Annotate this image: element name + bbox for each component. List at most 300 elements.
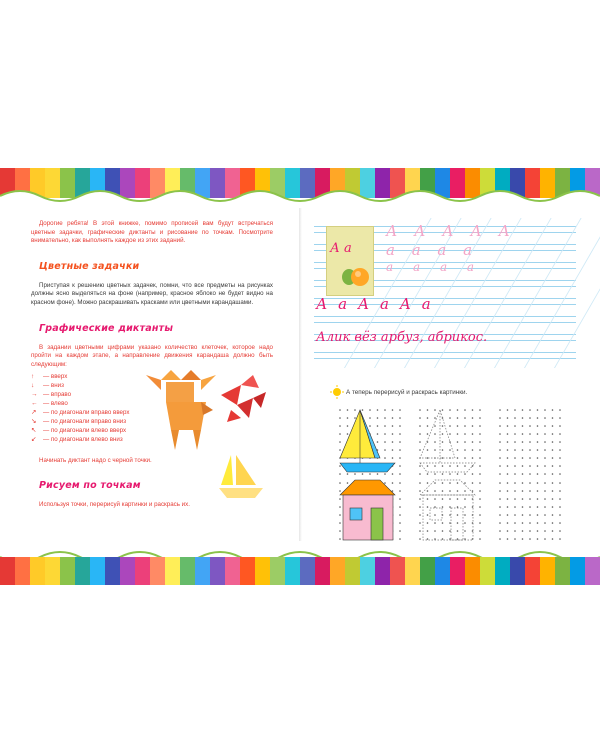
direction-label: — вверх — [43, 373, 68, 381]
grid-dot — [392, 409, 394, 411]
grid-dot — [544, 522, 546, 524]
grid-dot — [514, 490, 516, 492]
grid-dot — [537, 514, 539, 516]
grid-dot — [507, 538, 509, 540]
section-title-dictation: Графические диктанты — [39, 322, 174, 334]
grid-dot — [419, 490, 421, 492]
grid-dot — [499, 465, 501, 467]
copy-row-4: А а А а А а — [316, 295, 434, 313]
grid-dot — [434, 441, 436, 443]
grid-dot — [392, 441, 394, 443]
grid-dot — [552, 514, 554, 516]
grid-dot — [449, 490, 451, 492]
grid-dot — [472, 482, 474, 484]
grid-dot — [427, 417, 429, 419]
grid-dot — [522, 506, 524, 508]
start-note: Начинать диктант надо с черной точки. — [39, 456, 152, 464]
grid-dot — [457, 482, 459, 484]
arrow-down-icon: ↓ — [31, 382, 35, 390]
grid-dot — [434, 506, 436, 508]
stripe — [360, 557, 375, 585]
rainbow-border-bottom — [0, 557, 600, 585]
grid-dot — [347, 473, 349, 475]
grid-dot — [479, 514, 481, 516]
grid-dot — [457, 409, 459, 411]
grid-dot — [339, 530, 341, 532]
stripe — [285, 557, 300, 585]
task-label: А теперь перерисуй и раскрась картинки. — [346, 389, 468, 396]
grid-dot — [419, 498, 421, 500]
grid-dot — [529, 514, 531, 516]
grid-dot — [544, 433, 546, 435]
grid-dot — [552, 417, 554, 419]
grid-dot — [434, 482, 436, 484]
tangram-rooster-icon — [221, 375, 266, 422]
grid-dot — [552, 482, 554, 484]
grid-dot — [522, 498, 524, 500]
grid-dot — [419, 482, 421, 484]
grid-dot — [479, 441, 481, 443]
grid-dot — [479, 433, 481, 435]
grid-dot — [442, 538, 444, 540]
grid-dot — [472, 457, 474, 459]
grid-dot — [552, 409, 554, 411]
arrow-right-icon: → — [31, 391, 38, 399]
letter-card-text: А а — [330, 241, 352, 256]
stripe — [345, 557, 360, 585]
stripe — [330, 557, 345, 585]
grid-dot — [479, 409, 481, 411]
grid-dot — [449, 530, 451, 532]
grid-dot — [457, 425, 459, 427]
grid-dot — [529, 433, 531, 435]
grid-dot — [499, 417, 501, 419]
grid-dot — [377, 473, 379, 475]
apricot-icon — [341, 263, 371, 289]
grid-dot — [392, 417, 394, 419]
grid-dot — [464, 417, 466, 419]
stripe — [315, 557, 330, 585]
grid-dot — [419, 449, 421, 451]
grid-dot — [479, 522, 481, 524]
stripe — [585, 557, 600, 585]
tangram-illustration — [141, 370, 271, 505]
grid-dot — [537, 425, 539, 427]
grid-dot — [427, 465, 429, 467]
grid-dot — [427, 482, 429, 484]
stripe — [465, 557, 480, 585]
stripe — [180, 557, 195, 585]
grid-dot — [442, 490, 444, 492]
grid-dot — [449, 425, 451, 427]
grid-dot — [522, 490, 524, 492]
grid-dot — [399, 514, 401, 516]
grid-dot — [434, 425, 436, 427]
grid-dot — [529, 441, 531, 443]
stripe — [255, 557, 270, 585]
tangram-moose-icon — [146, 370, 216, 450]
grid-dot — [419, 473, 421, 475]
grid-dot — [529, 498, 531, 500]
grid-dot — [537, 506, 539, 508]
grid-dot — [434, 514, 436, 516]
grid-dot — [544, 490, 546, 492]
stripe — [135, 557, 150, 585]
grid-dot — [377, 425, 379, 427]
grid-dot — [522, 417, 524, 419]
grid-dot — [464, 498, 466, 500]
arrow-up-right-icon: ↗ — [31, 408, 37, 416]
stripe — [0, 557, 15, 585]
stripe — [45, 557, 60, 585]
grid-dot — [529, 490, 531, 492]
grid-dot — [522, 482, 524, 484]
grid-dot — [544, 530, 546, 532]
grid-dot — [427, 433, 429, 435]
grid-dot — [339, 417, 341, 419]
grid-dot — [522, 538, 524, 540]
grid-dot — [339, 490, 341, 492]
grid-dot — [449, 506, 451, 508]
grid-dot — [434, 409, 436, 411]
grid-dot — [559, 465, 561, 467]
grid-dot — [464, 449, 466, 451]
grid-dot — [514, 522, 516, 524]
copybook-area — [314, 218, 576, 368]
grid-dot — [559, 457, 561, 459]
grid-dot — [479, 457, 481, 459]
grid-dot — [499, 473, 501, 475]
grid-dot — [427, 506, 429, 508]
grid-dot — [514, 538, 516, 540]
grid-dot — [347, 433, 349, 435]
grid-dot — [434, 530, 436, 532]
grid-dot — [507, 409, 509, 411]
grid-dot — [419, 425, 421, 427]
stripe — [60, 557, 75, 585]
grid-dot — [479, 473, 481, 475]
grid-dot — [559, 490, 561, 492]
grid-dot — [457, 465, 459, 467]
grid-dot — [507, 506, 509, 508]
grid-dot — [442, 441, 444, 443]
grid-dot — [449, 465, 451, 467]
arrow-up-icon: ↑ — [31, 373, 35, 381]
grid-dot — [537, 482, 539, 484]
section-text-dictation: В задании цветными цифрами указано количество клеточек, которое надо пройти на каждом этапе, а направление движения карандаша должно быть следующим: — [31, 343, 273, 368]
copy-row-1: А А А А А — [386, 222, 516, 240]
grid-dot — [384, 482, 386, 484]
grid-dot — [514, 433, 516, 435]
grid-dot — [427, 473, 429, 475]
grid-dot — [434, 473, 436, 475]
grid-dot — [449, 417, 451, 419]
grid-dot — [392, 433, 394, 435]
arrow-left-icon: ← — [31, 400, 38, 408]
grid-dot — [544, 473, 546, 475]
grid-dot — [499, 498, 501, 500]
direction-label: — влево — [43, 400, 68, 408]
grid-dot — [354, 417, 356, 419]
grid-dot — [522, 465, 524, 467]
stripe — [90, 557, 105, 585]
grid-dot — [399, 498, 401, 500]
direction-label: — по диагонали влево вверх — [43, 426, 127, 434]
stripe — [150, 557, 165, 585]
grid-dot — [514, 425, 516, 427]
grid-dot — [377, 441, 379, 443]
grid-dot — [369, 409, 371, 411]
grid-dot — [472, 449, 474, 451]
grid-dot — [552, 473, 554, 475]
grid-dot — [559, 417, 561, 419]
grid-dot — [442, 425, 444, 427]
grid-dot — [464, 457, 466, 459]
grid-dot — [472, 417, 474, 419]
grid-dot — [427, 522, 429, 524]
grid-dot — [537, 433, 539, 435]
intro-text: Дорогие ребята! В этой книжке, помимо прописей вам будут встречаться цветные задачки, графические диктанты и рисование по точкам. Посмотрите внимательно, как выполнять каждое из этих заданий. — [31, 220, 273, 245]
grid-dot — [559, 514, 561, 516]
grid-dot — [537, 465, 539, 467]
grid-dot — [399, 433, 401, 435]
grid-dot — [479, 449, 481, 451]
grid-dot — [464, 441, 466, 443]
grid-dot — [419, 441, 421, 443]
left-page — [31, 220, 273, 510]
grid-dot — [537, 490, 539, 492]
stripe — [15, 557, 30, 585]
grid-dot — [514, 441, 516, 443]
grid-dot — [434, 417, 436, 419]
stripe — [405, 557, 420, 585]
grid-dot — [427, 425, 429, 427]
grid-dot — [399, 522, 401, 524]
grid-dot — [479, 425, 481, 427]
sailboat-icon — [340, 410, 395, 472]
grid-dot — [529, 473, 531, 475]
grid-dot — [457, 522, 459, 524]
grid-dot — [434, 522, 436, 524]
grid-dot — [339, 498, 341, 500]
stripe — [480, 557, 495, 585]
grid-dot — [464, 433, 466, 435]
grid-dot — [537, 417, 539, 419]
grid-dot — [499, 457, 501, 459]
grid-dot — [529, 522, 531, 524]
grid-dot — [384, 473, 386, 475]
grid-dot — [464, 522, 466, 524]
stripe — [210, 557, 225, 585]
grid-dot — [399, 506, 401, 508]
grid-dot — [529, 482, 531, 484]
grid-dot — [552, 538, 554, 540]
grid-dot — [499, 514, 501, 516]
grid-dot — [464, 538, 466, 540]
grid-dot — [522, 514, 524, 516]
grid-dot — [559, 433, 561, 435]
grid-dot — [449, 473, 451, 475]
grid-dot — [544, 482, 546, 484]
grid-dot — [457, 490, 459, 492]
grid-dot — [339, 482, 341, 484]
arrow-down-left-icon: ↙ — [31, 435, 37, 443]
grid-dot — [392, 457, 394, 459]
grid-dot — [522, 409, 524, 411]
grid-dot — [514, 506, 516, 508]
grid-dot — [507, 490, 509, 492]
grid-dot — [544, 425, 546, 427]
grid-dot — [472, 473, 474, 475]
grid-dot — [464, 482, 466, 484]
stripe — [195, 557, 210, 585]
grid-dot — [507, 473, 509, 475]
grid-dot — [472, 433, 474, 435]
stripe — [270, 557, 285, 585]
grid-dot — [559, 473, 561, 475]
grid-dot — [339, 449, 341, 451]
stripe — [435, 557, 450, 585]
grid-dot — [559, 409, 561, 411]
grid-dot — [399, 473, 401, 475]
grid-dot — [399, 441, 401, 443]
stripe — [570, 557, 585, 585]
grid-dot — [499, 522, 501, 524]
grid-dot — [457, 457, 459, 459]
grid-dot — [434, 433, 436, 435]
grid-dot — [537, 522, 539, 524]
grid-dot — [457, 441, 459, 443]
arrow-down-right-icon: ↘ — [31, 417, 37, 425]
sailboat-dotted-outline — [420, 410, 475, 472]
direction-label: — по диагонали вправо вниз — [43, 417, 127, 425]
grid-dot — [384, 457, 386, 459]
grid-dot — [339, 538, 341, 540]
grid-dot — [544, 514, 546, 516]
grid-dot — [514, 473, 516, 475]
grid-dot — [399, 417, 401, 419]
copy-row-2: а а а а — [386, 241, 479, 259]
grid-dot — [427, 498, 429, 500]
grid-dot — [514, 530, 516, 532]
grid-dot — [442, 409, 444, 411]
grid-dot — [559, 538, 561, 540]
grid-dot — [464, 473, 466, 475]
grid-dot — [427, 449, 429, 451]
grid-dot — [522, 522, 524, 524]
grid-dot — [464, 465, 466, 467]
grid-dot — [552, 522, 554, 524]
section-text-dots: Используя точки, перерисуй картинки и раскрась их. — [39, 501, 190, 509]
grid-dot — [529, 506, 531, 508]
grid-dot — [339, 514, 341, 516]
grid-dot — [449, 409, 451, 411]
grid-dot — [339, 425, 341, 427]
grid-dot — [552, 490, 554, 492]
stripe — [510, 557, 525, 585]
grid-dot — [442, 498, 444, 500]
grid-dot — [434, 538, 436, 540]
grid-dot — [544, 449, 546, 451]
grid-dot — [427, 514, 429, 516]
grid-dot — [442, 522, 444, 524]
grid-dot — [552, 457, 554, 459]
grid-dot — [457, 514, 459, 516]
grid-dot — [552, 530, 554, 532]
grid-dot — [552, 425, 554, 427]
grid-dot — [442, 482, 444, 484]
grid-dot — [514, 417, 516, 419]
grid-dot — [537, 441, 539, 443]
grid-dot — [457, 473, 459, 475]
grid-dot — [369, 473, 371, 475]
grid-dot — [434, 498, 436, 500]
grid-dot — [399, 490, 401, 492]
grid-dot — [499, 433, 501, 435]
grid-dot — [507, 482, 509, 484]
sun-icon — [330, 385, 344, 399]
grid-dot — [544, 409, 546, 411]
grid-dot — [514, 514, 516, 516]
grid-dot — [552, 498, 554, 500]
grid-dot — [529, 449, 531, 451]
grid-dot — [399, 449, 401, 451]
grid-dot — [472, 441, 474, 443]
grid-dot — [384, 417, 386, 419]
grid-dot — [479, 465, 481, 467]
grid-dot — [552, 506, 554, 508]
grid-dot — [464, 530, 466, 532]
grid-dot — [522, 449, 524, 451]
grid-dot — [544, 498, 546, 500]
grid-dot — [339, 522, 341, 524]
grid-dot — [537, 449, 539, 451]
grid-dot — [537, 409, 539, 411]
grid-dot — [552, 449, 554, 451]
grid-dot — [559, 425, 561, 427]
grid-dot — [559, 522, 561, 524]
grid-dot — [419, 530, 421, 532]
grid-dot — [392, 482, 394, 484]
stripe — [30, 557, 45, 585]
book-spread — [0, 168, 600, 585]
grid-dot — [399, 538, 401, 540]
grid-dot — [552, 441, 554, 443]
grid-dot — [442, 465, 444, 467]
grid-dot — [559, 498, 561, 500]
grid-dot — [464, 490, 466, 492]
grid-dot — [442, 433, 444, 435]
stripe — [420, 557, 435, 585]
grid-dot — [537, 530, 539, 532]
stripe — [540, 557, 555, 585]
tangram-boat-icon — [219, 455, 263, 498]
grid-dot — [399, 457, 401, 459]
grid-dot — [552, 433, 554, 435]
grid-dot — [514, 465, 516, 467]
stripe — [555, 557, 570, 585]
grid-dot — [499, 449, 501, 451]
stripe — [120, 557, 135, 585]
grid-dot — [544, 417, 546, 419]
stripe — [450, 557, 465, 585]
grid-dot — [419, 417, 421, 419]
grid-dot — [514, 409, 516, 411]
grid-dot — [399, 482, 401, 484]
grid-dot — [499, 409, 501, 411]
grid-dot — [339, 465, 341, 467]
grid-dot — [457, 417, 459, 419]
